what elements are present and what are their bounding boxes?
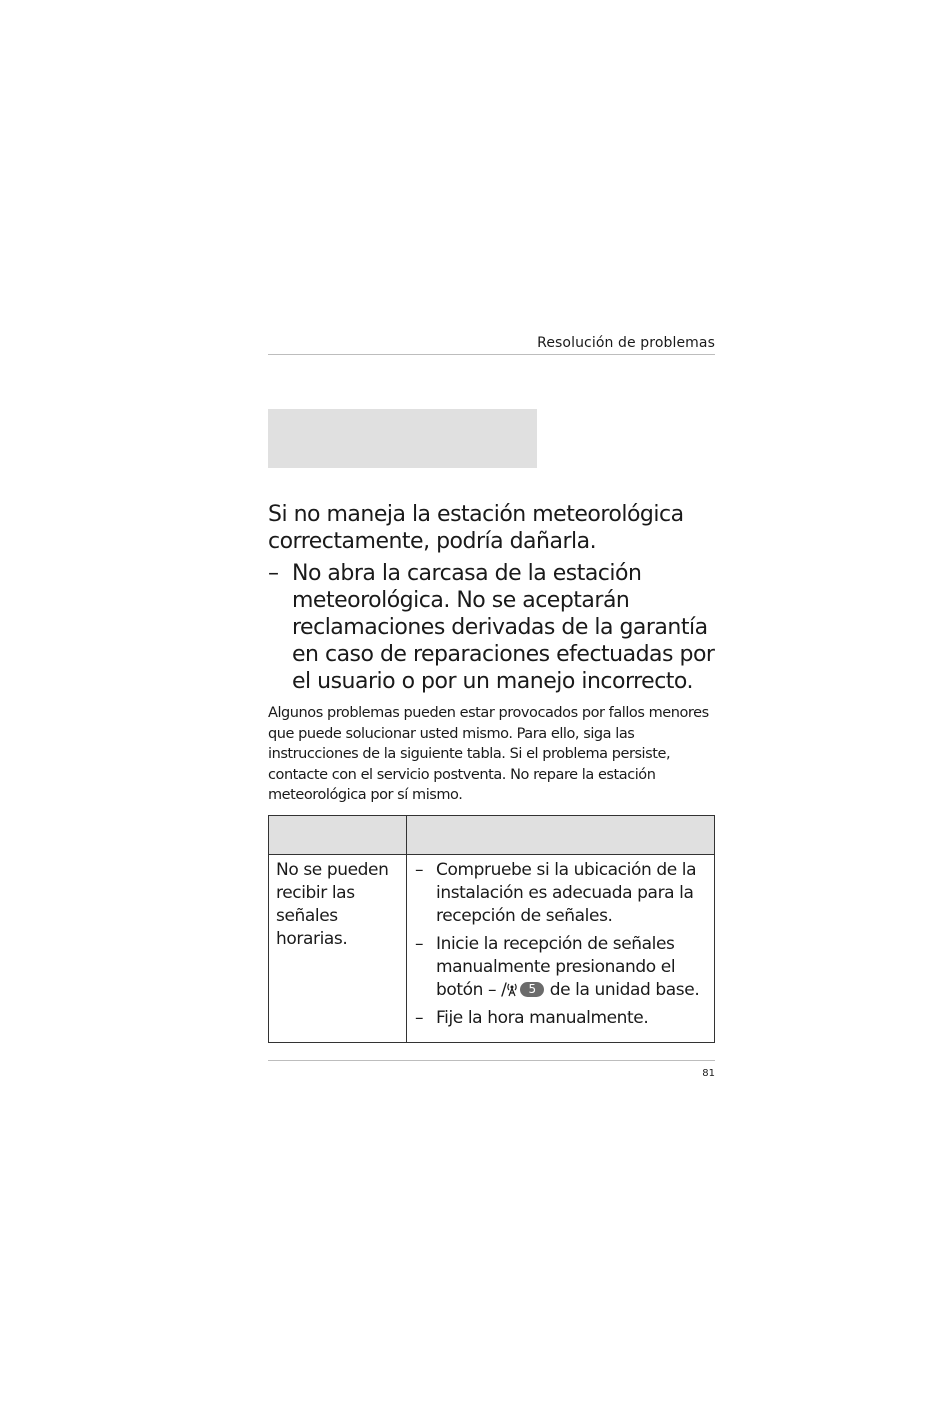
warning-bullet [268,560,715,695]
solution-item [415,1007,708,1030]
solution-item [415,859,708,928]
solution-text: Fije la hora manualmente. [436,1008,649,1028]
table-header-solution [407,816,715,855]
section-title: Resolución de problemas [537,335,715,351]
bullet-dash: – [268,561,279,586]
problem-cell: No se pueden recibir las señales horarias. [269,855,407,1043]
warning-text [268,501,715,695]
bullet-dash: – [415,1008,424,1028]
header-divider [268,354,715,355]
warning-bullet-text: No abra la carcasa de la estación meteorológica. No se aceptarán reclamaciones derivadas de la garantía en caso de reparaciones efectuadas por el usuario o por un manejo incorrecto. [292,561,715,694]
footer-divider [268,1060,715,1061]
warning-lead: Si no maneja la estación meteorológica correctamente, podría dañarla. [268,502,684,554]
solution-text: Inicie la recepción de señales manualmente presionando el botón – / [436,934,676,1000]
solution-cell [407,855,715,1043]
key-badge: 5 [520,982,543,997]
table-header-problem [269,816,407,855]
troubleshooting-table [268,815,715,1043]
solution-text: Compruebe si la ubicación de la instalación es adecuada para la recepción de señales. [436,860,697,926]
table-row [269,855,715,1043]
page-number: 81 [702,1068,715,1079]
solution-item [415,933,708,1002]
antenna-icon [506,982,518,997]
warning-label-box [268,409,537,468]
solution-text: de la unidad base. [544,980,700,1000]
bullet-dash: – [415,860,424,880]
table-header-row [269,816,715,855]
intro-paragraph: Algunos problemas pueden estar provocados por fallos menores que puede solucionar usted mismo. Para ello, siga las instrucciones de la siguiente tabla. Si el problema persiste, contacte con el servicio postventa. No repare la estación meteorológica por sí mismo. [268,705,709,803]
bullet-dash: – [415,934,424,954]
